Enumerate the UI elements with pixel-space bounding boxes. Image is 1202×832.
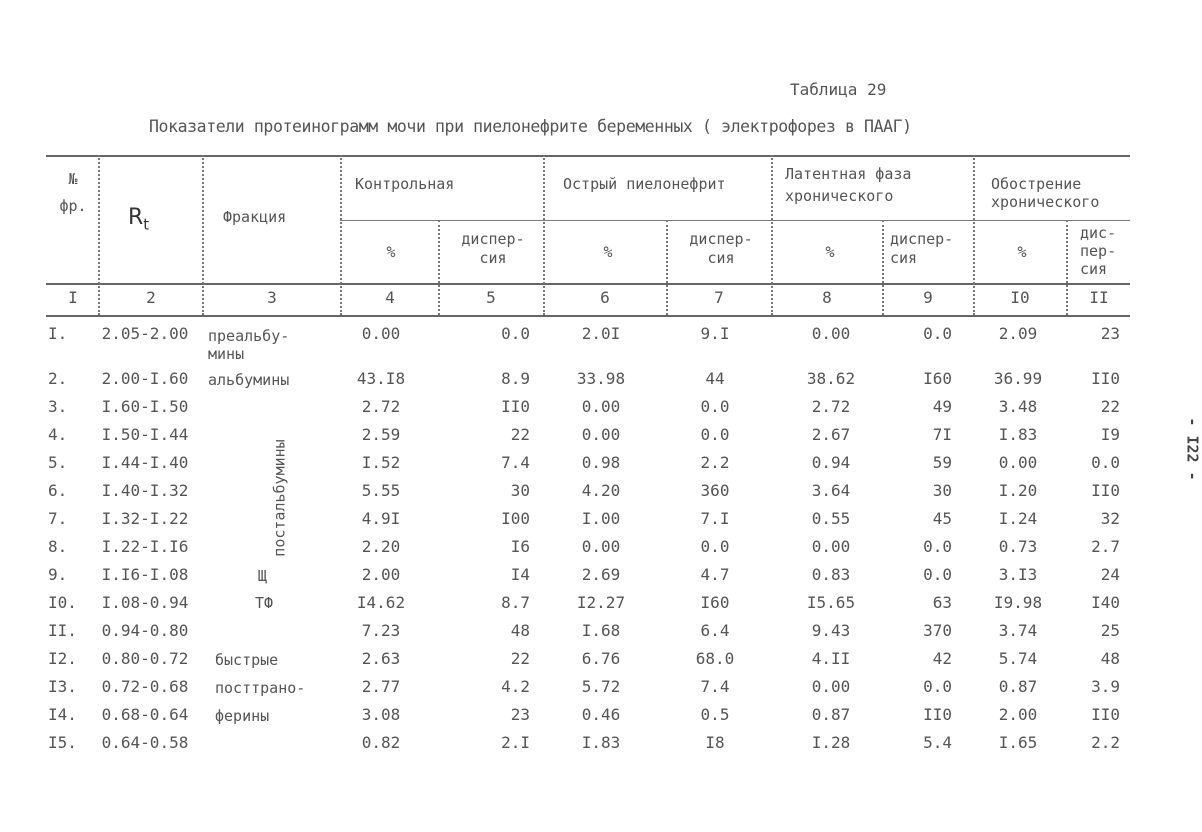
page-number: - I22 - [1183, 417, 1202, 481]
cell-c8: 0.83 [811, 565, 851, 584]
cell-c9: 0.0 [923, 324, 952, 343]
cell-c4: 4.9I [361, 509, 401, 528]
cell-c10: 0.00 [998, 453, 1038, 472]
cell-rt: 0.80-0.72 [101, 649, 189, 668]
cell-rt: I.44-I.40 [101, 453, 189, 472]
fraction-shch: Щ [258, 567, 268, 585]
fraction-fast-2: посттрано- [215, 679, 306, 697]
cell-c10: I.20 [998, 481, 1038, 500]
header-no-1: № [68, 170, 78, 188]
cell-c9: 63 [932, 593, 952, 612]
cell-n: 4. [48, 425, 68, 444]
cell-c9: 42 [932, 649, 952, 668]
column-number: I [68, 288, 78, 307]
cell-c9: 0.0 [923, 677, 952, 696]
cell-n: I. [48, 324, 68, 343]
cell-c9: 59 [932, 453, 952, 472]
column-divider [438, 220, 440, 315]
cell-c6: 2.69 [581, 565, 621, 584]
column-number: 8 [822, 288, 832, 307]
column-divider [1066, 220, 1068, 315]
cell-c9: 0.0 [923, 537, 952, 556]
cell-c4: 43.I8 [356, 369, 406, 388]
cell-c9: 7I [932, 425, 952, 444]
column-number: II [1089, 288, 1109, 307]
header-pct-latent: % [825, 243, 835, 261]
cell-c7: 7.I [700, 509, 730, 528]
cell-c10: I.83 [998, 425, 1038, 444]
cell-c4: 3.08 [361, 705, 401, 724]
cell-c8: 0.55 [811, 509, 851, 528]
cell-c10: 0.73 [998, 537, 1038, 556]
cell-c7: 0.5 [700, 705, 730, 724]
cell-n: 9. [48, 565, 68, 584]
cell-c5: 30 [510, 481, 530, 500]
cell-c8: 38.62 [806, 369, 856, 388]
cell-c10: I9.98 [993, 593, 1043, 612]
column-number: 7 [714, 288, 724, 307]
cell-c6: 33.98 [576, 369, 626, 388]
cell-c10: 2.00 [998, 705, 1038, 724]
cell-c8: 0.94 [811, 453, 851, 472]
cell-c11: I9 [1100, 425, 1120, 444]
cell-c10: 3.I3 [998, 565, 1038, 584]
header-disp-latent-2: сия [890, 249, 918, 267]
column-number: 5 [486, 288, 496, 307]
cell-c7: 7.4 [700, 677, 730, 696]
cell-rt: I.60-I.50 [101, 397, 189, 416]
cell-c7: 44 [705, 369, 725, 388]
cell-c6: I.68 [581, 621, 621, 640]
cell-c7: 68.0 [695, 649, 735, 668]
cell-rt: 0.72-0.68 [101, 677, 189, 696]
header-disp-latent-1: диспер- [890, 230, 954, 248]
cell-c5: 22 [510, 425, 530, 444]
cell-c4: 5.55 [361, 481, 401, 500]
column-number: 2 [146, 288, 156, 307]
header-fraction: Фракция [223, 208, 287, 226]
cell-c11: II0 [1091, 705, 1120, 724]
cell-c7: 360 [700, 481, 730, 500]
cell-c8: 2.67 [811, 425, 851, 444]
cell-rt: I.08-0.94 [101, 593, 189, 612]
cell-c7: 2.2 [700, 453, 730, 472]
cell-c6: I.83 [581, 733, 621, 752]
cell-n: I2. [48, 649, 77, 668]
header-group-exac-2: хронического [991, 193, 1100, 211]
header-pct-control: % [386, 243, 396, 261]
table-number: Таблица 29 [790, 80, 887, 99]
cell-c10: I.65 [998, 733, 1038, 752]
column-divider [771, 155, 773, 315]
cell-c6: 2.0I [581, 324, 621, 343]
cell-c9: II0 [923, 705, 952, 724]
cell-c5: 23 [510, 705, 530, 724]
cell-c11: II0 [1091, 481, 1120, 500]
cell-rt: I.40-I.32 [101, 481, 189, 500]
cell-c10: 2.09 [998, 324, 1038, 343]
cell-n: I3. [48, 677, 77, 696]
cell-rt: I.32-I.22 [101, 509, 189, 528]
column-divider [882, 220, 884, 315]
cell-rt: 2.05-2.00 [101, 324, 189, 343]
header-disp-control-1: диспер- [461, 230, 525, 248]
cell-c8: 9.43 [811, 621, 851, 640]
header-group-latent-2: хронического [785, 187, 894, 205]
cell-c5: 2.I [501, 733, 530, 752]
cell-c9: 45 [932, 509, 952, 528]
cell-c10: 5.74 [998, 649, 1038, 668]
cell-c8: I5.65 [806, 593, 856, 612]
header-disp-exac-3: сия [1080, 260, 1108, 278]
cell-c6: 0.00 [581, 537, 621, 556]
fraction-tf: ТФ [255, 594, 274, 612]
cell-c6: 0.00 [581, 397, 621, 416]
cell-c10: I.24 [998, 509, 1038, 528]
cell-c5: 0.0 [501, 324, 530, 343]
cell-c11: 2.7 [1091, 537, 1120, 556]
cell-c6: I2.27 [576, 593, 626, 612]
fraction-prealbumin-2: мины [208, 345, 245, 363]
cell-rt: I.50-I.44 [101, 425, 189, 444]
cell-c11: 24 [1100, 565, 1120, 584]
cell-c6: 0.98 [581, 453, 621, 472]
cell-c4: 2.63 [361, 649, 401, 668]
cell-n: 3. [48, 397, 68, 416]
cell-c5: 22 [510, 649, 530, 668]
column-divider [543, 155, 545, 315]
cell-n: I4. [48, 705, 77, 724]
cell-rt: 2.00-I.60 [101, 369, 189, 388]
cell-c10: 0.87 [998, 677, 1038, 696]
column-number: 3 [267, 288, 277, 307]
cell-c9: 370 [923, 621, 952, 640]
table-title: Показатели протеинограмм мочи при пиелонефрите беременных ( электрофорез в ПААГ) [149, 117, 912, 136]
cell-c6: 5.72 [581, 677, 621, 696]
cell-c5: 8.7 [501, 593, 530, 612]
cell-c5: II0 [501, 397, 530, 416]
cell-c8: 0.00 [811, 324, 851, 343]
column-divider [973, 155, 975, 315]
cell-c7: 6.4 [700, 621, 730, 640]
cell-c4: 0.82 [361, 733, 401, 752]
header-pct-exac: % [1017, 243, 1027, 261]
header-disp-acute-1: диспер- [689, 230, 753, 248]
cell-n: 8. [48, 537, 68, 556]
cell-c11: 23 [1100, 324, 1120, 343]
cell-c7: I60 [700, 593, 730, 612]
cell-c6: 4.20 [581, 481, 621, 500]
cell-n: 2. [48, 369, 68, 388]
cell-c8: 0.87 [811, 705, 851, 724]
cell-c9: I60 [923, 369, 952, 388]
cell-c11: II0 [1091, 369, 1120, 388]
header-bottom-rule [46, 283, 1130, 285]
fraction-fast-1: быстрые [215, 651, 279, 669]
column-divider [98, 155, 100, 315]
column-number: 9 [923, 288, 933, 307]
column-divider [340, 155, 342, 315]
cell-n: 7. [48, 509, 68, 528]
header-no-2: фр. [59, 197, 87, 215]
column-divider [666, 220, 668, 315]
cell-c11: 3.9 [1091, 677, 1120, 696]
cell-c7: 0.0 [700, 397, 730, 416]
column-number: I0 [1010, 288, 1030, 307]
cell-c4: I.52 [361, 453, 401, 472]
cell-c10: 3.74 [998, 621, 1038, 640]
cell-c8: 0.00 [811, 677, 851, 696]
cell-c8: I.28 [811, 733, 851, 752]
fraction-albumin: альбумины [208, 371, 290, 389]
table-top-rule [46, 155, 1130, 157]
group-subheader-rule [340, 220, 1130, 221]
header-disp-exac-2: пер- [1080, 242, 1117, 260]
cell-c4: 2.72 [361, 397, 401, 416]
cell-c6: I.00 [581, 509, 621, 528]
cell-rt: 0.64-0.58 [101, 733, 189, 752]
cell-c9: 0.0 [923, 565, 952, 584]
cell-c8: 0.00 [811, 537, 851, 556]
cell-c9: 49 [932, 397, 952, 416]
cell-n: I5. [48, 733, 77, 752]
cell-c6: 0.00 [581, 425, 621, 444]
cell-c4: 7.23 [361, 621, 401, 640]
header-group-latent-1: Латентная фаза [785, 165, 912, 183]
cell-c7: 0.0 [700, 425, 730, 444]
cell-c5: 8.9 [501, 369, 530, 388]
cell-rt: 0.94-0.80 [101, 621, 189, 640]
column-number: 4 [385, 288, 395, 307]
cell-c11: 32 [1100, 509, 1120, 528]
cell-rt: I.22-I.I6 [101, 537, 189, 556]
cell-c5: I4 [510, 565, 530, 584]
cell-c5: I00 [501, 509, 530, 528]
cell-c8: 2.72 [811, 397, 851, 416]
header-disp-control-2: сия [479, 249, 507, 267]
cell-c8: 3.64 [811, 481, 851, 500]
cell-c10: 3.48 [998, 397, 1038, 416]
cell-c7: 9.I [700, 324, 730, 343]
cell-c5: 7.4 [501, 453, 530, 472]
cell-c4: 2.20 [361, 537, 401, 556]
cell-n: 5. [48, 453, 68, 472]
column-divider [202, 155, 204, 315]
fraction-prealbumin: преальбу- [208, 327, 290, 345]
cell-c11: 48 [1100, 649, 1120, 668]
cell-c7: 0.0 [700, 537, 730, 556]
cell-c4: 0.00 [361, 324, 401, 343]
cell-c11: 0.0 [1091, 453, 1120, 472]
cell-n: I0. [48, 593, 77, 612]
header-disp-exac-1: дис- [1080, 224, 1117, 242]
cell-c10: 36.99 [993, 369, 1043, 388]
cell-c4: 2.59 [361, 425, 401, 444]
cell-c11: 22 [1100, 397, 1120, 416]
cell-c5: I6 [510, 537, 530, 556]
cell-c9: 30 [932, 481, 952, 500]
header-group-exac-1: Обострение [991, 175, 1082, 193]
header-group-control: Контрольная [355, 175, 455, 193]
cell-n: II. [48, 621, 77, 640]
cell-rt: I.I6-I.08 [101, 565, 189, 584]
fraction-fast-3: ферины [215, 707, 270, 725]
column-number: 6 [600, 288, 610, 307]
cell-c11: I40 [1091, 593, 1120, 612]
cell-c4: 2.77 [361, 677, 401, 696]
header-disp-acute-2: сия [707, 249, 735, 267]
cell-c11: 2.2 [1091, 733, 1120, 752]
cell-c6: 0.46 [581, 705, 621, 724]
cell-rt: 0.68-0.64 [101, 705, 189, 724]
header-group-acute: Острый пиелонефрит [563, 175, 726, 193]
cell-c8: 4.II [811, 649, 851, 668]
cell-c4: I4.62 [356, 593, 406, 612]
fraction-postalbumin: постальбумины [270, 439, 289, 557]
cell-c7: 4.7 [700, 565, 730, 584]
cell-c7: I8 [705, 733, 725, 752]
cell-c9: 5.4 [923, 733, 952, 752]
cell-c6: 6.76 [581, 649, 621, 668]
cell-c5: 48 [510, 621, 530, 640]
cell-n: 6. [48, 481, 68, 500]
column-numbers-rule [46, 315, 1130, 317]
cell-c11: 25 [1100, 621, 1120, 640]
header-pct-acute: % [603, 243, 613, 261]
cell-c4: 2.00 [361, 565, 401, 584]
header-rt: $R_t$ [128, 205, 150, 234]
cell-c5: 4.2 [501, 677, 530, 696]
